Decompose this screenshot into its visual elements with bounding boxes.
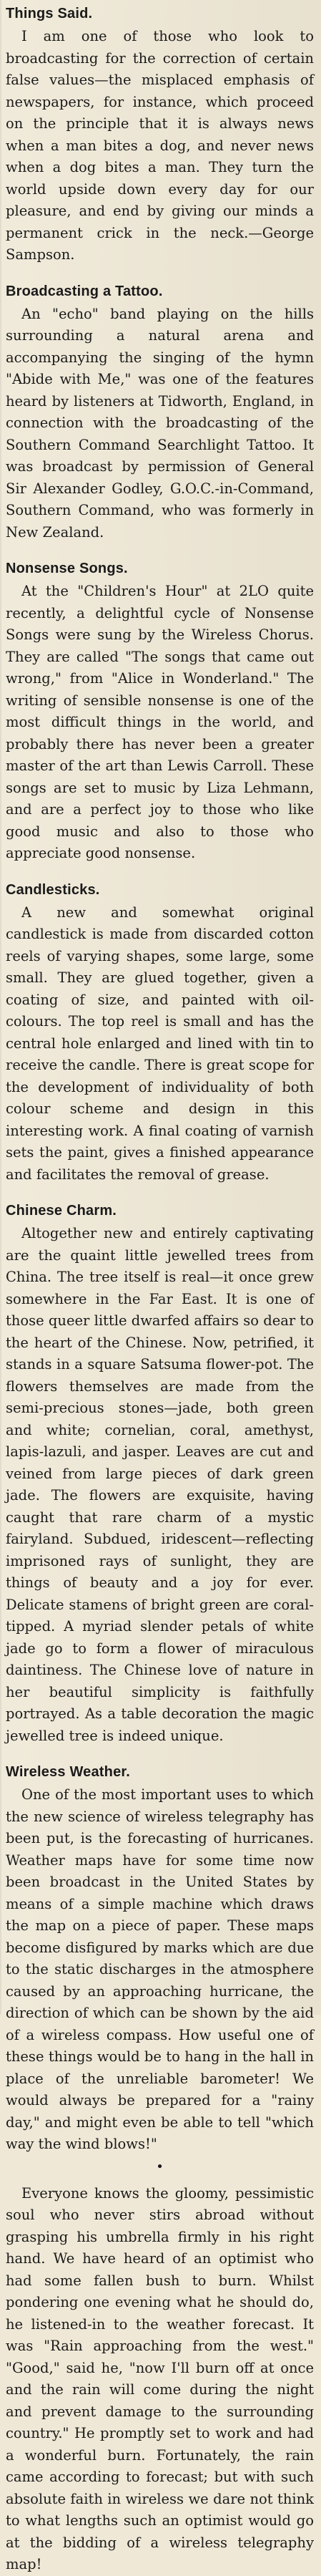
section-heading: Broadcasting a Tattoo. bbox=[6, 283, 163, 299]
section-wireless-weather bbox=[6, 1763, 314, 2576]
section-heading: Chinese Charm. bbox=[6, 1203, 117, 1219]
section-heading: Candlesticks. bbox=[6, 881, 100, 898]
section-paragraph: One of the most important uses to which the new science of wireless telegraphy has been put, is the forecasting of hurricanes. Weather maps have for some time now been broadcast in the United States by means of a simple machine which draws the map on a piece of paper. These maps become disfigured by marks which are due to the static discharges in the atmosphere caused by an approaching hurricane, the direction of which can be shown by the aid of a wireless compass. How useful one of these things would be to hang in the hall in place of the unreliable barometer! We would always be prepared for a "rainy day," and might even be able to tell "which way the wind blows!" bbox=[6, 1786, 314, 2152]
section-candlesticks bbox=[6, 881, 314, 1186]
section-separator: • bbox=[156, 2159, 164, 2174]
section-things-said bbox=[6, 4, 314, 266]
section-paragraph: An "echo" band playing on the hills surrounding a natural arena and accompanying the singing of the hymn "Abide with Me," was one of the features heard by listeners at Tidworth, England, in connection with the broadcasting of the Southern Command Searchlight Tattoo. It was broadcast by permission of General Sir Alexander Godley, G.O.C.-in-Command, Southern Command, who was formerly in New Zealand. bbox=[6, 305, 314, 541]
section-paragraph: Altogether new and entirely captivating are the quaint little jewelled trees from China. The tree itself is real—it once grew somewhere in the Far East. It is one of those queer little dwarfed affairs so dear to the heart of the Chinese. Now, petrified, it stands in a square Satsuma flower-pot. The flowers themselves are made from the semi-precious stones—jade, both green and white; cornelian, coral, amethyst, lapis-lazuli, and jasper. Leaves are cut and veined from large pieces of dark green jade. The flowers are exquisite, having caught that rare charm of a mystic fairyland. Subdued, iridescent—reflecting imprisoned rays of sunlight, they are things of beauty and a joy for ever. Delicate stamens of bright green are coral-tipped. A myriad slender petals of white jade go to form a flower of miraculous daintiness. The Chinese love of nature in her beautiful simplicity is faithfully portrayed. As a table decoration the magic jewelled tree is indeed unique. bbox=[6, 1225, 314, 1744]
section-paragraph: I am one of those who look to broadcasting for the correction of certain false values—the misplaced emphasis of newspapers, for instance, which proceed on the principle that it is always news when a man bites a dog, and never news when a dog bites a man. They turn the world upside down every day for our pleasure, and end by giving our minds a permanent crick in the neck.—George Sampson. bbox=[6, 28, 314, 263]
column-edge bbox=[0, 0, 1, 2015]
section-broadcasting-a-tattoo bbox=[6, 282, 314, 544]
section-paragraph: At the "Children's Hour" at 2LO quite recently, a delightful cycle of Nonsense Songs were sung by the Wireless Chorus. They are called "The songs that came out wrong," from "Alice in Wonderland." The writing of sensible nonsense is one of the most difficult things in the world, and probably there has never been a greater master of the art than Lewis Carroll. These songs are set to music by Liza Lehmann, and are a perfect joy to those who like good music and also to those who appreciate good nonsense. bbox=[6, 583, 314, 861]
section-heading: Wireless Weather. bbox=[6, 1764, 131, 1780]
section-chinese-charm bbox=[6, 1201, 314, 1747]
section-paragraph: A new and somewhat original candlestick is made from discarded cotton reels of varying shapes, some large, some small. They are glued together, given a coating of size, and painted with oil-colours. The top reel is small and has the central hole enlarged and lined with tin to receive the candle. There is great scope for the development of individuality of both colour scheme and design in this interesting work. A final coating of varnish sets the paint, gives a finished appearance and facilitates the removal of grease. bbox=[6, 904, 314, 1183]
section-heading: Nonsense Songs. bbox=[6, 561, 128, 576]
section-nonsense-songs bbox=[6, 559, 314, 865]
closing-paragraph: Everyone knows the gloomy, pessimistic soul who never stirs abroad without grasping his umbrella firmly in his right hand. We have heard of an optimist who had some fallen bush to burn. Whilst pondering one evening what he should do, he listened-in to the weather forecast. It was "Rain approaching from the west." "Good," said he, "now I'll burn off at once and the rain will come during the night and prevent damage to the surrounding country." He promptly set to work and had a wonderful burn. Fortunately, the rain came according to forecast; but with such absolute faith in wireless we dare not think to what lengths such an optimist would go at the bidding of a wireless telegraphy map! bbox=[6, 2184, 314, 2572]
section-heading: Things Said. bbox=[6, 6, 93, 21]
